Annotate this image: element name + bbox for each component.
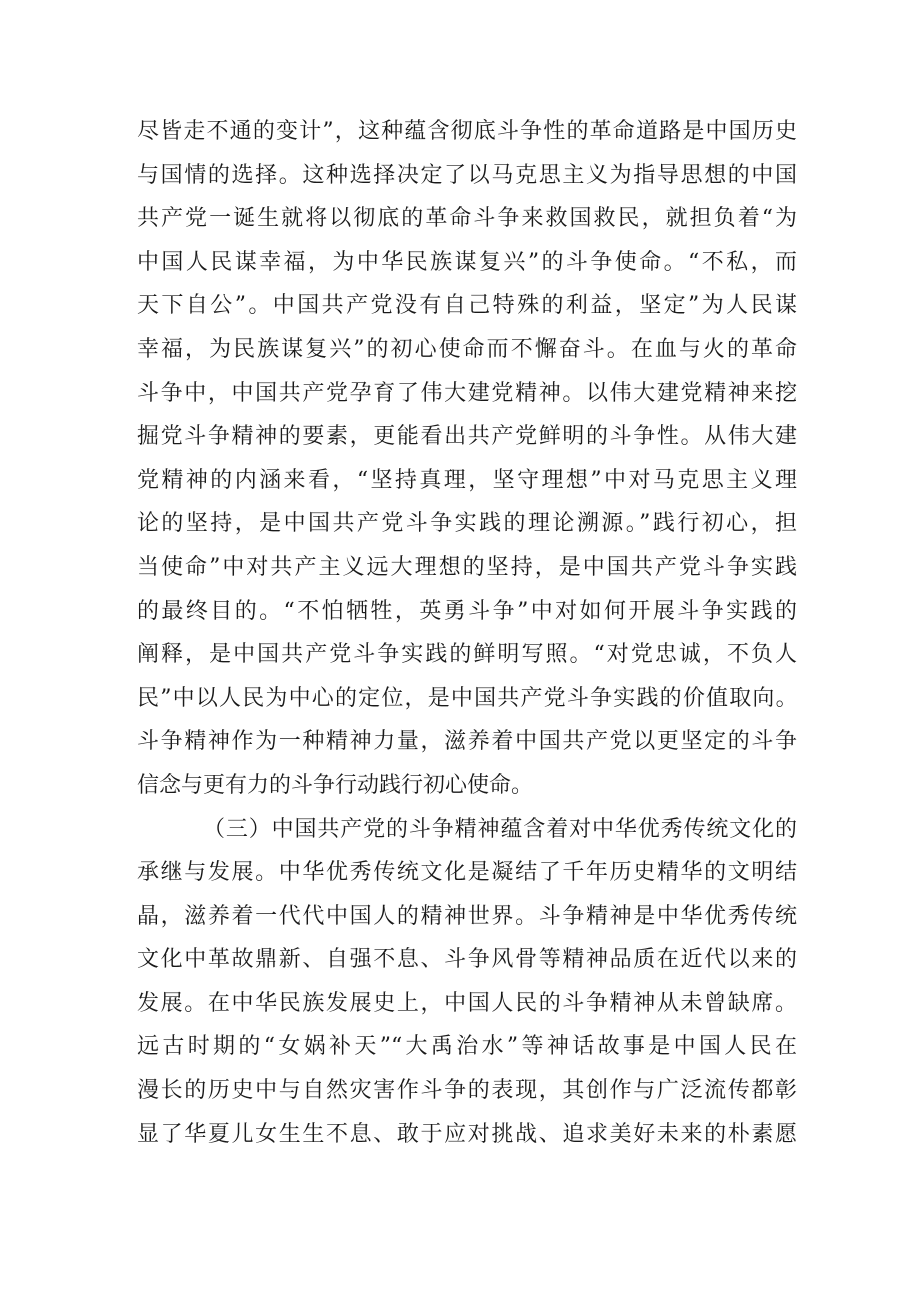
text-line: 承继与发展。中华优秀传统文化是凝结了千年历史精华的文明结 [137, 860, 797, 886]
body-text [137, 110, 797, 1156]
text-line: 晶，滋养着一代代中国人的精神世界。斗争精神是中华优秀传统 [137, 903, 797, 929]
text-line: 论的坚持，是中国共产党斗争实践的理论溯源。”践行初心，担 [137, 511, 797, 537]
text-line: 阐释，是中国共产党斗争实践的鲜明写照。“对党忠诚，不负人 [137, 642, 797, 668]
paragraph-1 [137, 110, 797, 808]
text-line: 党精神的内涵来看，“坚持真理，坚守理想”中对马克思主义理 [137, 467, 797, 493]
text-line: （三）中国共产党的斗争精神蕴含着对中华优秀传统文化的 [203, 816, 797, 842]
text-line: 信念与更有力的斗争行动践行初心使命。 [137, 772, 534, 798]
text-line: 显了华夏儿女生生不息、敢于应对挑战、追求美好未来的朴素愿 [137, 1121, 797, 1147]
text-line: 的最终目的。“不怕牺牲，英勇斗争”中对如何开展斗争实践的 [137, 598, 797, 624]
text-line: 中国人民谋幸福，为中华民族谋复兴”的斗争使命。“不私，而 [137, 249, 797, 275]
text-line: 掘党斗争精神的要素，更能看出共产党鲜明的斗争性。从伟大建 [137, 424, 797, 450]
text-line: 幸福，为民族谋复兴”的初心使命而不懈奋斗。在血与火的革命 [137, 336, 797, 362]
text-line: 天下自公”。中国共产党没有自己特殊的利益，坚定”为人民谋 [137, 293, 797, 319]
text-line: 共产党一诞生就将以彻底的革命斗争来救国救民，就担负着“为 [137, 206, 797, 232]
text-line: 当使命”中对共产主义远大理想的坚持，是中国共产党斗争实践 [137, 554, 797, 580]
text-line: 尽皆走不通的变计”，这种蕴含彻底斗争性的革命道路是中国历史 [137, 119, 797, 144]
text-line: 远古时期的“女娲补天”“大禹治水”等神话故事是中国人民在 [137, 1034, 797, 1060]
text-line: 漫长的历史中与自然灾害作斗争的表现，其创作与广泛流传都彰 [137, 1078, 797, 1104]
text-line: 民”中以人民为中心的定位，是中国共产党斗争实践的价值取向。 [137, 685, 797, 711]
text-line: 斗争中，中国共产党孕育了伟大建党精神。以伟大建党精神来挖 [137, 380, 797, 406]
text-line: 斗争精神作为一种精神力量，滋养着中国共产党以更坚定的斗争 [137, 729, 797, 755]
paragraph-2 [137, 808, 797, 1157]
text-line: 文化中革故鼎新、自强不息、斗争风骨等精神品质在近代以来的 [137, 947, 797, 973]
text-line: 发展。在中华民族发展史上，中国人民的斗争精神从未曾缺席。 [137, 990, 797, 1016]
text-line: 与国情的选择。这种选择决定了以马克思主义为指导思想的中国 [137, 162, 797, 188]
